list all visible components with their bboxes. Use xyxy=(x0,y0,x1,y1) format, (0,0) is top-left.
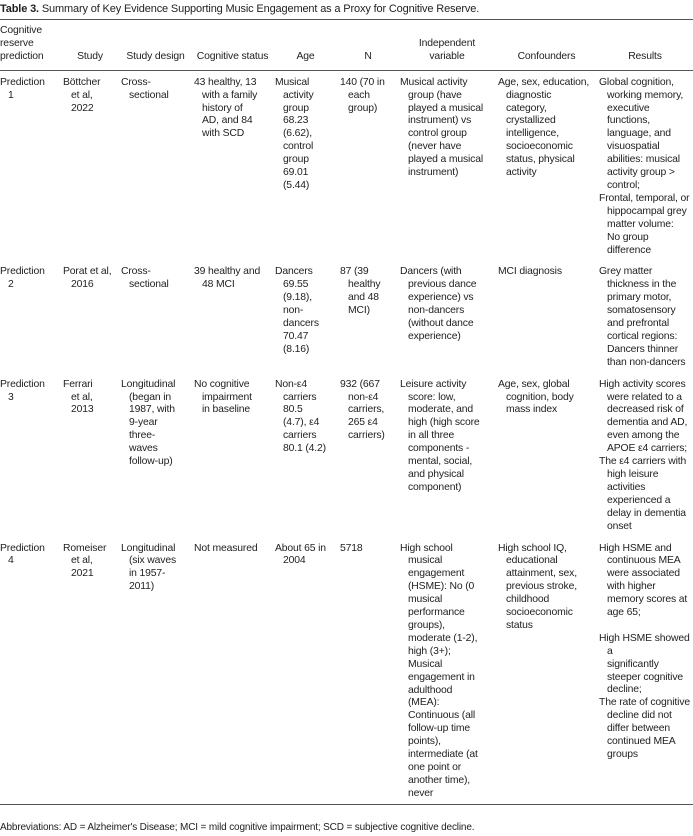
cell-prediction xyxy=(0,373,61,537)
design-text: Cross- sectional xyxy=(121,266,169,291)
confounders-text: MCI diagnosis xyxy=(498,266,562,278)
study-text: Romeiser et al, 2021 xyxy=(63,542,107,580)
prediction-text: Prediction 3 xyxy=(0,378,45,403)
table-row xyxy=(0,537,693,805)
study-text: Porat et al, 2016 xyxy=(63,266,112,291)
cell-results xyxy=(597,260,693,372)
cell-design xyxy=(119,537,192,805)
cell-status xyxy=(192,373,273,537)
cell-independent xyxy=(398,260,496,372)
header-prediction: Cognitive reserve prediction xyxy=(0,25,44,62)
prediction-text: Prediction 1 xyxy=(0,76,45,101)
header-age: Age xyxy=(296,50,315,62)
age-text: Musical activity group 68.23 (6.62), control group 69.01 (5.44) xyxy=(275,76,314,191)
cell-age xyxy=(273,70,338,260)
abbreviations-footnote: Abbreviations: AD = Alzheimer's Disease; MCI = mild cognitive impairment; SCD = subjective cognitive decline. xyxy=(0,822,475,833)
cell-age xyxy=(273,537,338,805)
table-row xyxy=(0,373,693,537)
cell-results xyxy=(597,537,693,805)
n-text: 140 (70 in each group) xyxy=(340,76,385,114)
study-text: Ferrari et al, 2013 xyxy=(63,378,94,416)
header-study: Study xyxy=(77,50,103,62)
cell-study xyxy=(61,70,119,260)
status-text: Not measured xyxy=(194,542,258,554)
evidence-table xyxy=(0,19,693,805)
independent-text: Dancers (with previous dance experience) vs non-dancers (without dance experience) xyxy=(400,266,477,342)
cell-n xyxy=(338,373,398,537)
cell-confounders xyxy=(496,537,597,805)
cell-confounders xyxy=(496,260,597,372)
header-cognitive-status: Cognitive status xyxy=(196,50,269,62)
n-text: 932 (667 non-ε4 carriers, 265 ε4 carriers) xyxy=(340,378,385,442)
cell-prediction xyxy=(0,260,61,372)
prediction-text: Prediction 4 xyxy=(0,542,45,567)
cell-study xyxy=(61,373,119,537)
table-title: Summary of Key Evidence Supporting Music Engagement as a Proxy for Cognitive Reserve. xyxy=(41,3,480,15)
table-label: Table 3. xyxy=(0,3,39,15)
confounders-text: Age, sex, education, diagnostic category, crystallized intelligence, socioeconomic status, physical activity xyxy=(498,76,590,179)
age-text: Non-ε4 carriers 80.5 (4.7), ε4 carriers 80.1 (4.2) xyxy=(275,378,326,455)
header-results: Results xyxy=(628,50,662,62)
n-text: 87 (39 healthy and 48 MCI) xyxy=(340,266,381,317)
cell-n xyxy=(338,70,398,260)
cell-age xyxy=(273,260,338,372)
confounders-text: High school IQ, educational attainment, sex, previous stroke, childhood socioeconomic status xyxy=(498,542,577,631)
status-text: No cognitive impairment in baseline xyxy=(194,378,252,416)
cell-design xyxy=(119,260,192,372)
table-row xyxy=(0,70,693,260)
result-paragraph: High activity scores were related to a decreased risk of dementia and AD, even among the APOE ε4 carriers; xyxy=(599,378,688,455)
independent-text: High school musical engagement (HSME): No (0 musical performance groups), moderate (1-2), high (3+); Musical engagement in adulthood (MEA): Continuous (all follow-up time points), intermediate (at one point or another time), never xyxy=(400,542,478,799)
result-paragraph: High HSME and continuous MEA were associated with higher memory scores at age 65; xyxy=(599,542,688,619)
cell-independent xyxy=(398,70,496,260)
result-paragraph: High HSME showed a significantly steeper cognitive decline; xyxy=(599,632,690,696)
cell-n xyxy=(338,537,398,805)
prediction-text: Prediction 2 xyxy=(0,266,45,291)
status-text: 39 healthy and 48 MCI xyxy=(194,266,261,291)
result-paragraph: Grey matter thickness in the primary motor, somatosensory and prefrontal cortical regions: Dancers thinner than non-dancers xyxy=(599,266,686,368)
cell-design xyxy=(119,70,192,260)
cell-status xyxy=(192,70,273,260)
design-text: Longitudinal (began in 1987, with 9-year three- waves follow-up) xyxy=(121,378,176,468)
study-text: Böttcher et al, 2022 xyxy=(63,76,101,114)
header-row xyxy=(0,20,693,71)
cell-age xyxy=(273,373,338,537)
cell-prediction xyxy=(0,537,61,805)
confounders-text: Age, sex, global cognition, body mass index xyxy=(498,378,574,416)
result-paragraph: Frontal, temporal, or hippocampal grey matter volume: No group difference xyxy=(599,192,690,256)
age-text: About 65 in 2004 xyxy=(275,542,326,567)
cell-design xyxy=(119,373,192,537)
header-independent-variable: Independent variable xyxy=(418,37,476,62)
result-paragraph: The rate of cognitive decline did not differ between continued MEA groups xyxy=(599,697,690,761)
header-study-design: Study design xyxy=(126,50,185,62)
cell-n xyxy=(338,260,398,372)
independent-text: Musical activity group (have played a musical instrument) vs control group (never have played a musical instrument) xyxy=(400,76,483,179)
cell-confounders xyxy=(496,70,597,260)
n-text: 5718 xyxy=(340,542,363,554)
header-confounders: Confounders xyxy=(517,50,576,62)
header-n: N xyxy=(364,50,372,62)
result-paragraph: Global cognition, working memory, executive functions, language, and visuospatial abilities: musical activity group > control; xyxy=(599,76,684,191)
cell-confounders xyxy=(496,373,597,537)
cell-independent xyxy=(398,537,496,805)
cell-results xyxy=(597,373,693,537)
cell-study xyxy=(61,260,119,372)
table-caption xyxy=(0,3,479,15)
independent-text: Leisure activity score: low, moderate, and high (high score in all three components - mental, social, and physical component) xyxy=(400,378,480,493)
cell-status xyxy=(192,537,273,805)
cell-study xyxy=(61,537,119,805)
table-row xyxy=(0,260,693,372)
age-text: Dancers 69.55 (9.18), non- dancers 70.47 (8.16) xyxy=(275,266,319,355)
cell-results xyxy=(597,70,693,260)
design-text: Cross- sectional xyxy=(121,76,169,101)
cell-status xyxy=(192,260,273,372)
cell-prediction xyxy=(0,70,61,260)
status-text: 43 healthy, 13 with a family history of AD, and 84 with SCD xyxy=(194,76,258,140)
design-text: Longitudinal (six waves in 1957- 2011) xyxy=(121,542,176,593)
result-paragraph: The ε4 carriers with high leisure activities experienced a delay in dementia onset xyxy=(599,456,687,532)
cell-independent xyxy=(398,373,496,537)
